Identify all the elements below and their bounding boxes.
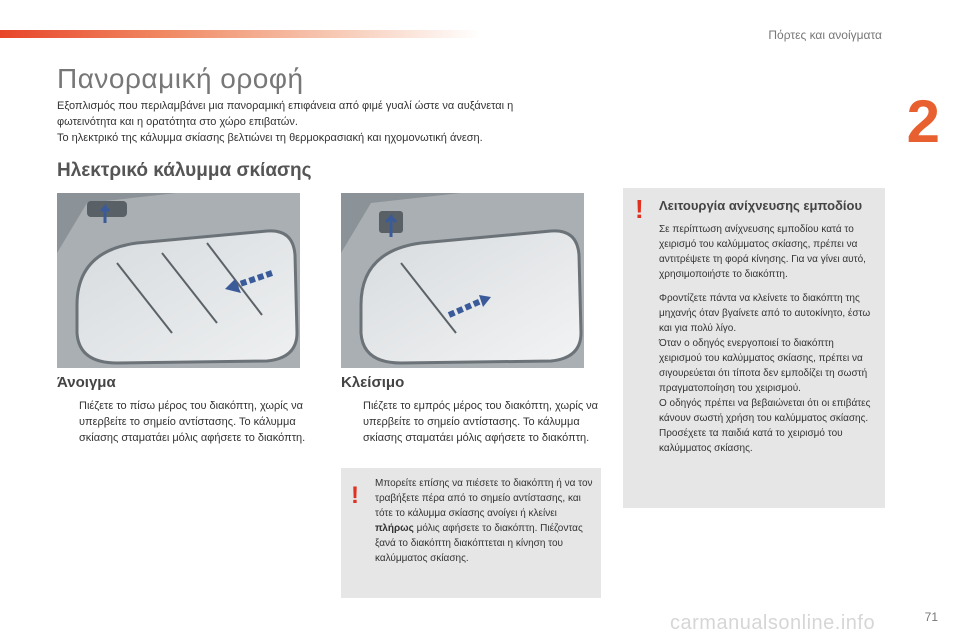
anti-pinch-paragraph: Φροντίζετε πάντα να κλείνετε το διακόπτη της μηχανής όταν βγαίνετε από το αυτοκίνητο, έστω και για πολύ λίγο. [659, 293, 871, 334]
closing-illustration [341, 193, 584, 368]
intro-line: Το ηλεκτρικό της κάλυμμα σκίασης βελτιώνει τη θερμοκρασιακή και ηχομονωτική άνεση. [57, 132, 483, 144]
warning-icon: ! [351, 482, 359, 509]
anti-pinch-body [659, 222, 875, 465]
section-header: Πόρτες και ανοίγματα [768, 28, 882, 42]
anti-pinch-title: Λειτουργία ανίχνευσης εμποδίου [659, 198, 863, 213]
intro-line: Εξοπλισμός που περιλαμβάνει μια πανοραμική επιφάνεια από φιμέ γυαλί ώστε να αυξάνεται η [57, 100, 514, 112]
intro-text [57, 98, 617, 146]
anti-pinch-paragraph: Όταν ο οδηγός ενεργοποιεί το διακόπτη χειρισμού του καλύμματος σκίασης, πρέπει να σιγουρεύεται ότι τίποτα δεν εμποδίζει τη σωστή πραγματοποίηση του χειρισμού. [659, 338, 868, 394]
page-number: 71 [924, 610, 938, 624]
anti-pinch-box [623, 188, 885, 508]
warning-icon: ! [635, 194, 644, 224]
closing-instruction [341, 398, 613, 446]
note-text-part: Μπορείτε επίσης να πιέσετε το διακόπτη ή να τον τραβήξετε πέρα από το σημείο αντίστασης, και τότε το κάλυμμα σκίασης ανοίγει ή κλείνει [375, 478, 593, 519]
anti-pinch-paragraph: Ο οδηγός πρέπει να βεβαιώνεται ότι οι επιβάτες κάνουν σωστή χρήση του καλύμματος σκίασης. [659, 398, 871, 424]
page-title: Πανοραμική οροφή [57, 63, 304, 94]
opening-illustration [57, 193, 300, 368]
opening-instruction [57, 398, 329, 446]
closing-title: Κλείσιμο [341, 374, 405, 391]
opening-text: Πιέζετε το πίσω μέρος του διακόπτη, χωρίς να υπερβείτε το σημείο αντίστασης. Το κάλυμμα σκίασης σταματάει μόλις αφήσετε το διακόπτη. [79, 400, 306, 444]
chapter-number: 2 [906, 88, 940, 155]
intro-line: φωτεινότητα και η ορατότητα στο χώρο επιβατών. [57, 116, 298, 128]
watermark: carmanualsonline.info [670, 612, 876, 634]
opening-title: Άνοιγμα [57, 374, 116, 391]
note-text-bold: πλήρως [375, 523, 414, 534]
anti-pinch-paragraph: Σε περίπτωση ανίχνευσης εμποδίου κατά το χειρισμό του καλύμματος σκίασης, πρέπει να αντιτρέψετε τη φορά κίνησης. Για να γίνει αυτό, χρησιμοποιήστε το διακόπτη. [659, 224, 866, 280]
header-rule [0, 30, 480, 38]
note-box [341, 468, 601, 598]
anti-pinch-paragraph: Προσέχετε τα παιδιά κατά το χειρισμό του καλύμματος σκίασης. [659, 428, 843, 454]
section-title: Ηλεκτρικό κάλυμμα σκίασης [57, 160, 312, 181]
note-text [375, 476, 593, 566]
note-text-part: μόλις αφήσετε το διακόπτη. Πιέζοντας ξανά το διακόπτη διακόπτεται η κίνηση του καλύμματος σκίασης. [375, 523, 583, 564]
closing-text: Πιέζετε το εμπρός μέρος του διακόπτη, χωρίς να υπερβείτε το σημείο αντίστασης. Το κάλυμμα σκίασης σταματάει μόλις αφήσετε το διακόπτη. [363, 400, 599, 444]
